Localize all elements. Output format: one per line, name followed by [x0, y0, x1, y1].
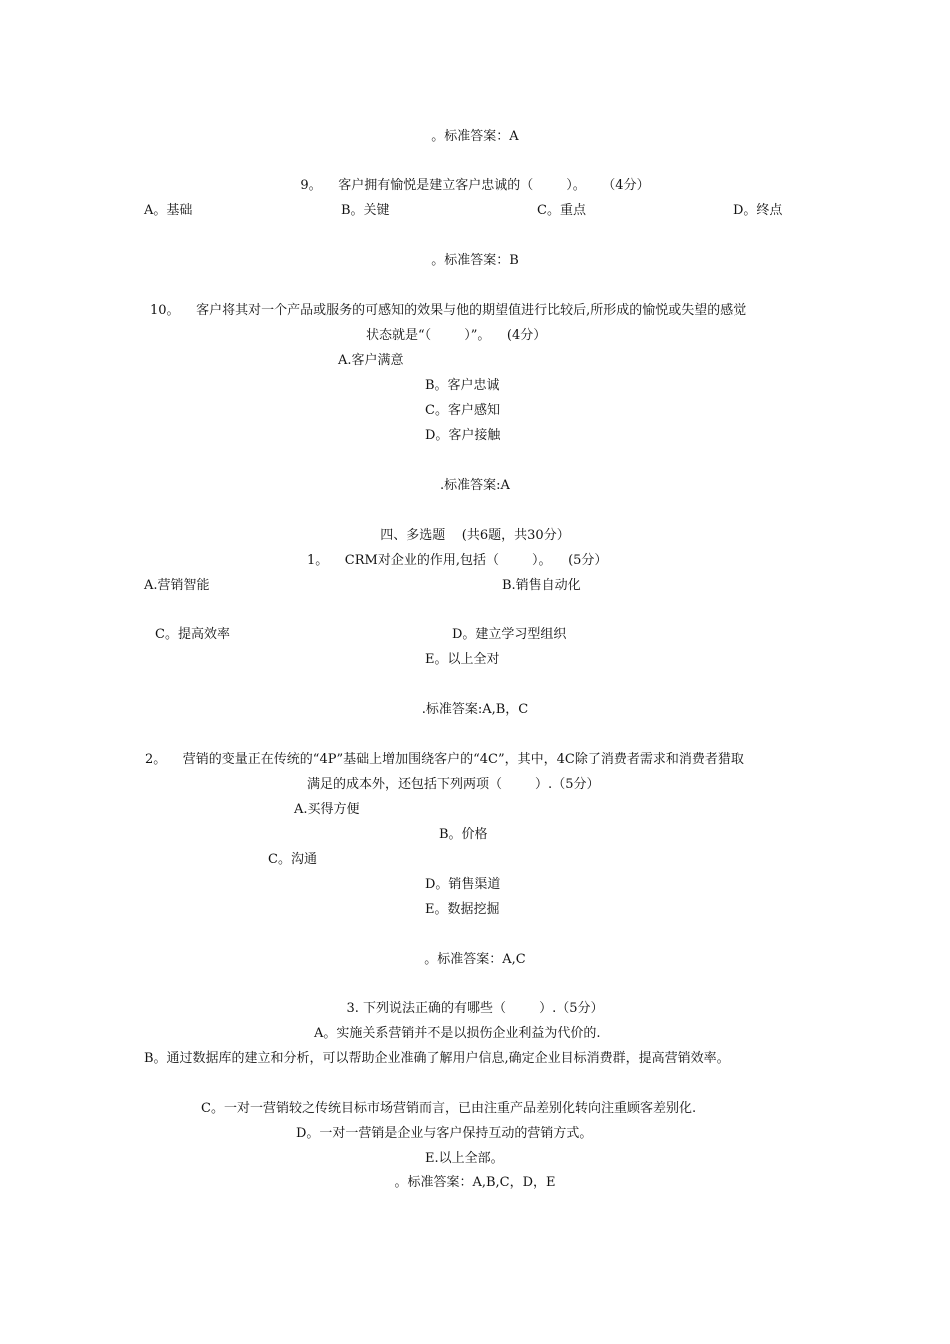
- q8-answer: 。标准答案：A: [431, 129, 519, 144]
- m2-option-d: D。销售渠道: [425, 877, 501, 892]
- q10-option-b: B。客户忠诚: [425, 378, 500, 393]
- q9-answer: 。标准答案：B: [431, 253, 519, 268]
- q10-option-a: A.客户满意: [338, 353, 404, 368]
- m1-answer: .标准答案:A,B，C: [421, 702, 529, 717]
- section-title: 四、多选题 (共6题，共30分）: [380, 528, 570, 543]
- q9-option-d: D。终点: [733, 203, 783, 218]
- q9-option-a: A。基础: [144, 203, 193, 218]
- m1-option-d: D。建立学习型组织: [452, 627, 567, 642]
- m2-answer: 。标准答案：A,C: [424, 952, 526, 967]
- m3-option-c: C。一对一营销较之传统目标市场营销而言，已由注重产品差别化转向注重顾客差别化.: [201, 1101, 697, 1116]
- q9-option-b: B。关键: [341, 203, 390, 218]
- m1-option-a: A.营销智能: [144, 578, 210, 593]
- m1-option-c: C。提高效率: [155, 627, 230, 642]
- m1-option-b: B.销售自动化: [502, 578, 581, 593]
- q9-stem: 9。 客户拥有愉悦是建立客户忠诚的（ ）。 （4分）: [300, 178, 650, 193]
- m2-option-a: A.买得方便: [294, 802, 360, 817]
- m3-option-a: A。实施关系营销并不是以损伤企业利益为代价的.: [314, 1026, 601, 1041]
- q10-option-c: C。客户感知: [425, 403, 500, 418]
- m3-option-d: D。一对一营销是企业与客户保持互动的营销方式。: [296, 1126, 593, 1141]
- q10-answer: .标准答案:A: [440, 478, 510, 493]
- q10-stem-line2: 状态就是“（ ）”。 (4分）: [366, 328, 547, 343]
- m2-stem-line1: 2。 营销的变量正在传统的“4P”基础上增加围绕客户的“4C”，其中，4C除了消费者需求和消费者猎取: [145, 752, 744, 767]
- m2-stem-line2: 满足的成本外，还包括下列两项（ ）.（5分）: [307, 777, 600, 792]
- q10-option-d: D。客户接触: [425, 428, 501, 443]
- q9-option-c: C。重点: [537, 203, 586, 218]
- m1-stem: 1。 CRM对企业的作用,包括（ ）。 (5分）: [307, 553, 608, 568]
- q10-stem-line1: 10。 客户将其对一个产品或服务的可感知的效果与他的期望值进行比较后,所形成的愉悦或失望的感觉: [150, 303, 747, 318]
- m2-option-b: B。价格: [439, 827, 488, 842]
- m2-option-e: E。数据挖掘: [425, 902, 500, 917]
- m3-option-e: E.以上全部。: [425, 1151, 504, 1166]
- m3-answer: 。标准答案：A,B,C，D，E: [394, 1175, 556, 1190]
- m1-option-e: E。以上全对: [425, 652, 500, 667]
- m3-option-b: B。通过数据库的建立和分析，可以帮助企业准确了解用户信息,确定企业目标消费群，提高营销效率。: [144, 1051, 730, 1066]
- m2-option-c: C。沟通: [268, 852, 317, 867]
- m3-stem: 3. 下列说法正确的有哪些（ ）.（5分）: [346, 1001, 604, 1016]
